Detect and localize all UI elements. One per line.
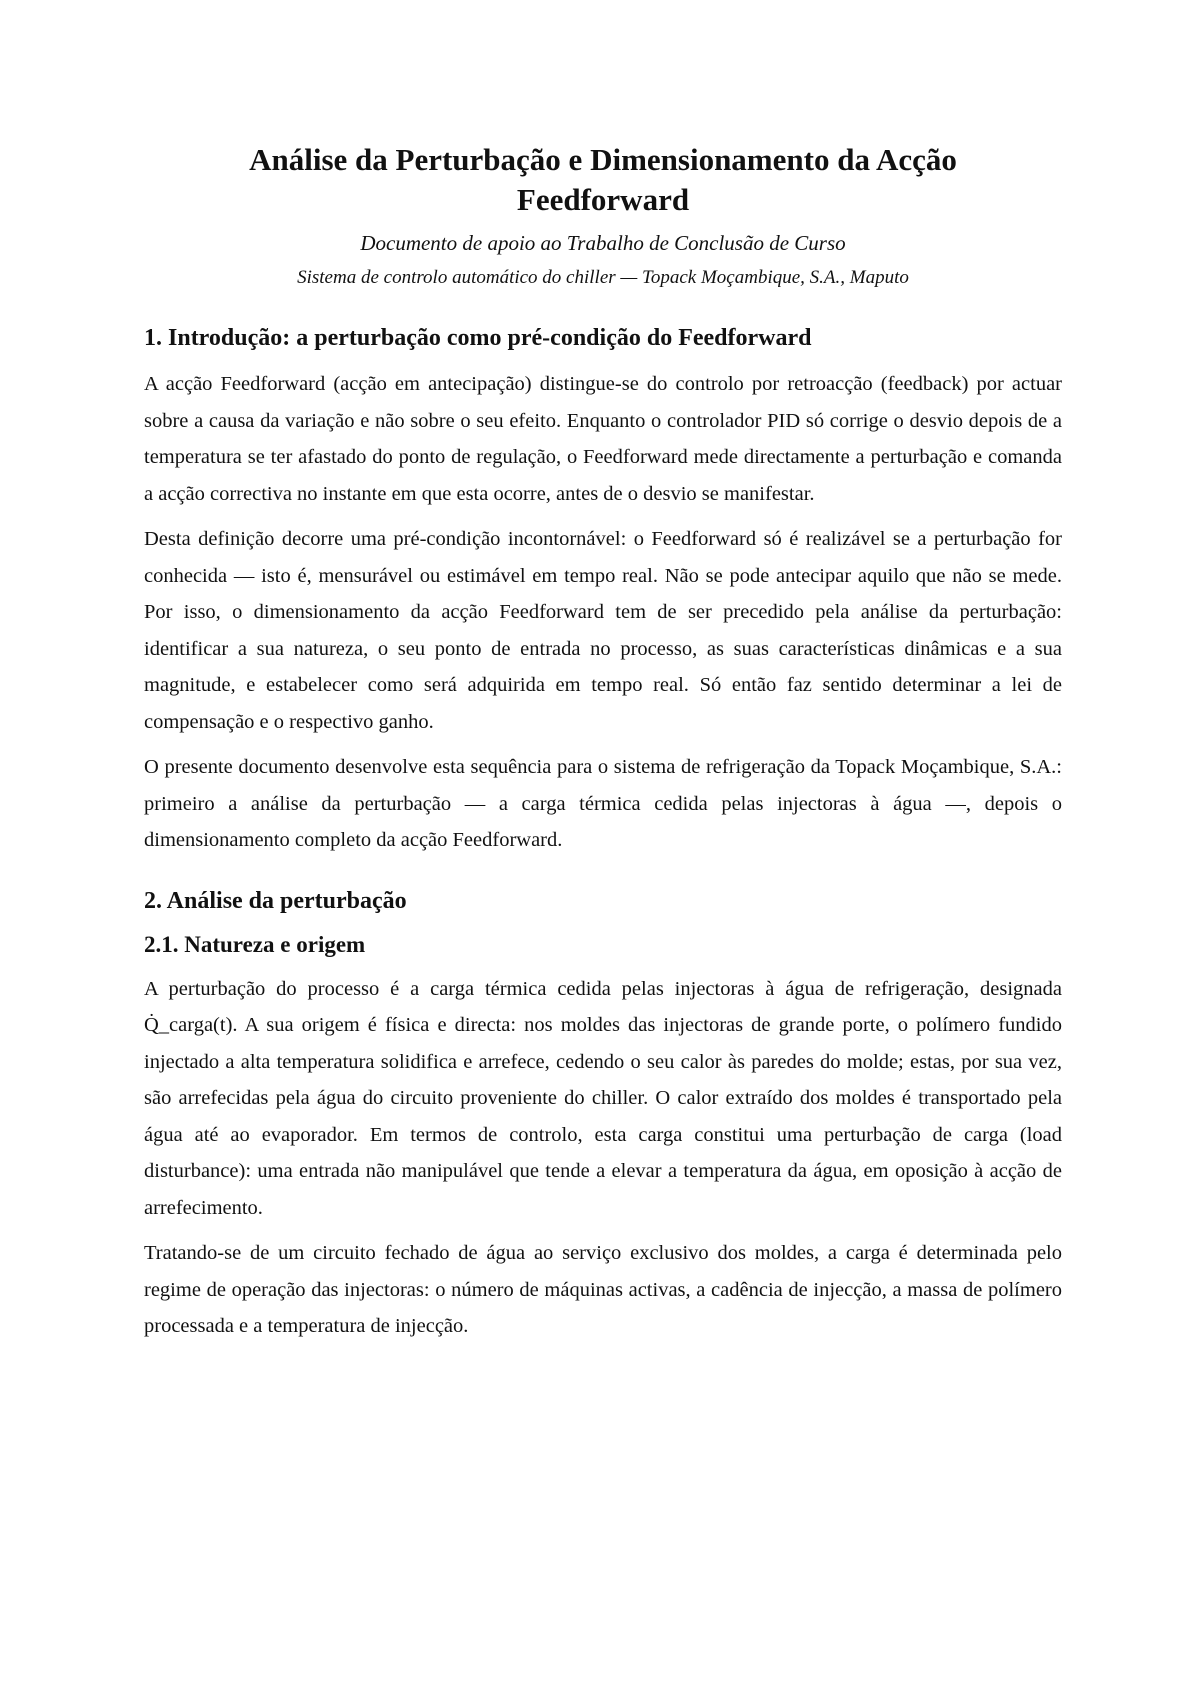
- document-subtitle: Documento de apoio ao Trabalho de Conclusão de Curso: [360, 231, 846, 255]
- body-paragraph: A perturbação do processo é a carga térmica cedida pelas injectoras à água de refrigeração, designada Q̇_carga(t). A sua origem é física e directa: nos moldes das injectoras de grande porte, o polímero fundido injectado a alta temperatura solidifica e arrefece, cedendo o seu calor às paredes do molde; estas, por sua vez, são arrefecidas pela água do circuito proveniente do chiller. O calor extraído dos moldes é transportado pela água até ao evaporador. Em termos de controlo, esta carga constitui uma perturbação de carga (load disturbance): uma entrada não manipulável que tende a elevar a temperatura da água, em oposição à acção de arrefecimento.: [144, 977, 1062, 1219]
- section-heading-introducao: 1. Introdução: a perturbação como pré-condição do Feedforward: [144, 325, 812, 351]
- body-paragraph: O presente documento desenvolve esta sequência para o sistema de refrigeração da Topack Moçambique, S.A.: primeiro a análise da perturbação — a carga térmica cedida pelas injectoras à água —, depois o dimensionamento completo da acção Feedforward.: [144, 756, 1062, 851]
- document-context: Sistema de controlo automático do chiller — Topack Moçambique, S.A., Maputo: [297, 267, 909, 288]
- subsection-heading-natureza: 2.1. Natureza e origem: [144, 931, 366, 957]
- section-heading-analise: 2. Análise da perturbação: [144, 887, 407, 914]
- body-paragraph: Desta definição decorre uma pré-condição incontornável: o Feedforward só é realizável se a perturbação for conhecida — isto é, mensurável ou estimável em tempo real. Não se pode antecipar aquilo que não se mede. Por isso, o dimensionamento da acção Feedforward tem de ser precedido pela análise da perturbação: identificar a sua natureza, o seu ponto de entrada no processo, as suas características dinâmicas e a sua magnitude, e estabelecer como será adquirida em tempo real. Só então faz sentido determinar a lei de compensação e o respectivo ganho.: [144, 528, 1062, 733]
- body-paragraph: Tratando-se de um circuito fechado de água ao serviço exclusivo dos moldes, a carga é determinada pelo regime de operação das injectoras: o número de máquinas activas, a cadência de injecção, a massa de polímero processada e a temperatura de injecção.: [144, 1242, 1062, 1337]
- document-title: Análise da Perturbação e Dimensionamento da Acção Feedforward: [249, 142, 957, 217]
- body-paragraph: A acção Feedforward (acção em antecipação) distingue-se do controlo por retroacção (feedback) por actuar sobre a causa da variação e não sobre o seu efeito. Enquanto o controlador PID só corrige o desvio depois de a temperatura se ter afastado do ponto de regulação, o Feedforward mede directamente a perturbação e comanda a acção correctiva no instante em que esta ocorre, antes de o desvio se manifestar.: [144, 373, 1062, 505]
